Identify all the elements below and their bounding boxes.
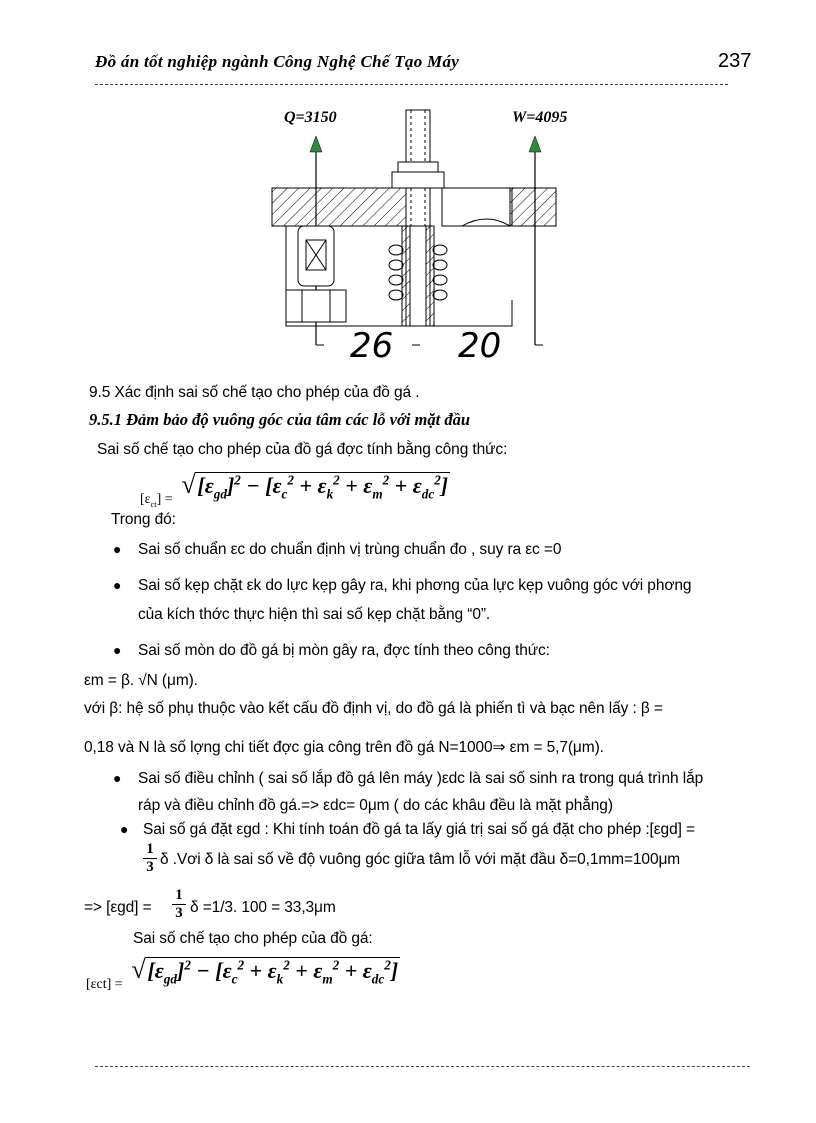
beta-definition: với β: hệ số phụ thuộc vào kết cấu đồ định vị, do đồ gá là phiến tì và bạc nên lấy : β = xyxy=(84,700,663,717)
bullet-setup-error-line2: δ .Vơi δ là sai số về độ vuông góc giữa tâm lỗ với mặt đầu δ=0,1mm=100μm xyxy=(160,851,681,868)
n-definition: 0,18 và N là số lợng chi tiết đợc gia công trên đồ gá N=1000⇒ εm = 5,7(μm). xyxy=(84,739,604,756)
bullet-icon: ● xyxy=(113,770,122,786)
section-heading: 9.5 Xác định sai số chế tạo cho phép của đồ gá . xyxy=(89,384,420,401)
bullet-datum-error: Sai số chuẩn εc do chuẩn định vị trùng chuẩn đo , suy ra εc =0 xyxy=(138,541,562,558)
bullet-setup-error-line1: Sai số gá đặt εgd : Khi tính toán đồ gá ta lấy giá trị sai số gá đặt cho phép :[εgd] = xyxy=(143,821,695,838)
bullet-clamping-error-line1: Sai số kẹp chặt εk do lực kẹp gây ra, khi phơng của lực kẹp vuông góc với phơng xyxy=(138,577,692,594)
gd-result-lhs: => [εgd] = xyxy=(84,899,152,916)
fixture-cross-section-diagram xyxy=(262,100,572,365)
bullet-icon: ● xyxy=(113,577,122,593)
intro-sentence: Sai số chế tạo cho phép của đồ gá đợc tính bằng công thức: xyxy=(97,441,508,458)
bullet-adjust-error-line1: Sai số điều chỉnh ( sai số lắp đồ gá lên máy )εdc là sai số sinh ra trong quá trình lắp xyxy=(138,770,704,787)
where-label: Trong đó: xyxy=(111,511,176,528)
support-pin xyxy=(286,226,346,322)
bullet-wear-error: Sai số mòn do đồ gá bị mòn gây ra, đợc tính theo công thức: xyxy=(138,642,550,659)
force-q-label: Q=3150 xyxy=(284,109,337,126)
page-number: 237 xyxy=(718,50,752,72)
final-intro: Sai số chế tạo cho phép của đồ gá: xyxy=(133,930,373,947)
bullet-adjust-error-line2: ráp và điều chỉnh đồ gá.=> εdc= 0μm ( do các khâu đều là mặt phẳng) xyxy=(138,797,613,814)
tolerance-formula-1: $[\varepsilon_{ct}] = √[\varepsilon_{gd}]^2 - [\varepsilon_c^2 + \varepsilon_k^2 + \varepsilon_m^2 + \varepsilon_{dc}^2]$ xyxy=(140,470,449,509)
bullet-icon: ● xyxy=(113,541,122,557)
tolerance-formula-2: $[\varepsilon ct] = √[\varepsilon_{gd}]^2 - [\varepsilon_c^2 + \varepsilon_k^2 + \varepsilon_m^2 + \varepsilon_{dc}^2]$ xyxy=(86,955,399,992)
force-w-arrow xyxy=(529,136,541,345)
fraction-one-third: 1 3 xyxy=(172,887,186,922)
bullet-icon: ● xyxy=(120,821,129,837)
subsection-heading: 9.5.1 Đảm bảo độ vuông góc của tâm các lỗ với mặt đầu xyxy=(89,410,471,429)
document-header-title: Đồ án tốt nghiệp ngành Công Nghệ Chế Tạo Máy xyxy=(95,52,460,71)
wear-formula: εm = β. √N (μm). xyxy=(84,672,198,689)
fraction-one-third: 1 3 xyxy=(143,841,157,876)
dimension-26: 26 xyxy=(350,326,394,365)
dimension-20: 20 xyxy=(458,326,502,365)
force-w-label: W=4095 xyxy=(512,109,568,126)
formula-lhs: [εct] = xyxy=(86,977,123,992)
bullet-icon: ● xyxy=(113,642,122,658)
footer-divider xyxy=(95,1066,750,1067)
bullet-clamping-error-line2: của kích thớc thực hiện thì sai số kẹp chặt bằng “0”. xyxy=(138,606,491,623)
gd-result-rhs: δ =1/3. 100 = 33,3μm xyxy=(190,899,336,916)
header-divider xyxy=(95,84,728,85)
